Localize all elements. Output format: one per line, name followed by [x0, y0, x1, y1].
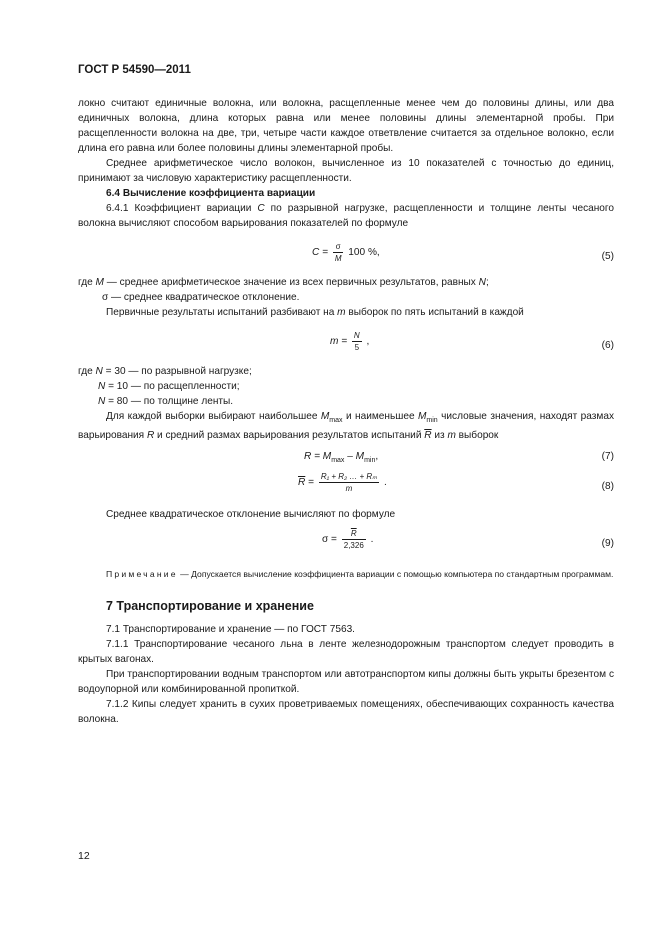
paragraph-7-1-2: 7.1.2 Кипы следует хранить в сухих проветриваемых помещениях, обеспечивающих сохранность качества волокна. [78, 699, 614, 726]
paragraph-mean-count: Среднее арифметическое число волокон, вычисленное из 10 показателей с точностью до единиц, принимают за числовую характеристику расщепленности. [78, 158, 614, 184]
note: Примечание — Допускается вычисление коэффициента вариации с помощью компьютера по стандартным программам. [106, 569, 614, 580]
paragraph-std-dev: Среднее квадратическое отклонение вычисляют по формуле [106, 509, 396, 521]
formula-number: (7) [601, 451, 614, 463]
where-m: где M — среднее арифметическое значение из всех первичных результатов, равных N; [78, 277, 489, 288]
formula-8: $\overline{R}$ = $\frac{\text{R₁ + R₂ … + Rₘ}}{m}$ . (8) [298, 472, 614, 494]
formula-5: C = $\frac{\sigma}{M}$ 100 %, (5) [312, 242, 614, 263]
where-n-10: N = 10 — по расщепленности; [98, 381, 240, 392]
formula-6: m = $\frac{N}{5}$ , (6) [330, 331, 614, 352]
paragraph-fiber-definition: локно считают единичные волокна, или волокна, расщепленные менее чем до половины длины, или два единичных волокна, длина которых равна или менее половины длины элементарной пробы. При расщепленности волокна на две, три, четыре части каждое ответвление считается за отдельное волокно, если длина его равна или более половины длины элементарной пробы. [78, 98, 614, 154]
formula-number: (8) [601, 481, 614, 493]
paragraph-range: Для каждой выборки выбирают наибольшее $M_{max}$ и наименьшее $M_{min}$ числовые значения, находят размах варьирования R и средний размах варьирования результатов испытаний $\overline{R}$ из m выборок [78, 411, 614, 442]
where-sigma: σ — среднее квадратическое отклонение. [102, 292, 300, 303]
formula-number: (5) [601, 251, 614, 262]
formula-9: σ = $\frac{\overline{R}}{2,326}$ . (9) [322, 529, 614, 551]
page-body [78, 96, 614, 727]
formula-7: $R = M_{max} - M_{min}$, (7) [304, 451, 614, 465]
section-heading-7: 7 Транспортирование и хранение [106, 599, 314, 614]
paragraph-7-1: 7.1 Транспортирование и хранение — по ГОСТ 7563. [106, 624, 355, 636]
where-n-30: где N = 30 — по разрывной нагрузке; [78, 366, 252, 377]
section-heading-6-4: 6.4 Вычисление коэффициента вариации [106, 188, 316, 199]
formula-number: (6) [601, 340, 614, 351]
paragraph-samples: Первичные результаты испытаний разбивают на m выборок по пять испытаний в каждой [106, 307, 524, 318]
paragraph-6-4-1: 6.4.1 Коэффициент вариации C по разрывной нагрузке, расщепленности и толщине ленты чесаного волокна вычисляют способом варьирования показателей по формуле [78, 203, 614, 229]
paragraph-water-transport: При транспортировании водным транспортом или автотранспортом кипы должны быть укрыты брезентом с водоупорной или комбинированной пропиткой. [78, 669, 614, 696]
document-header: ГОСТ Р 54590—2011 [78, 64, 191, 76]
paragraph-7-1-1: 7.1.1 Транспортирование чесаного льна в ленте железнодорожным транспортом следует проводить в крытых вагонах. [78, 639, 614, 666]
where-n-80: N = 80 — по толщине ленты. [98, 396, 234, 407]
page-number: 12 [78, 850, 90, 862]
formula-number: (9) [601, 538, 614, 550]
